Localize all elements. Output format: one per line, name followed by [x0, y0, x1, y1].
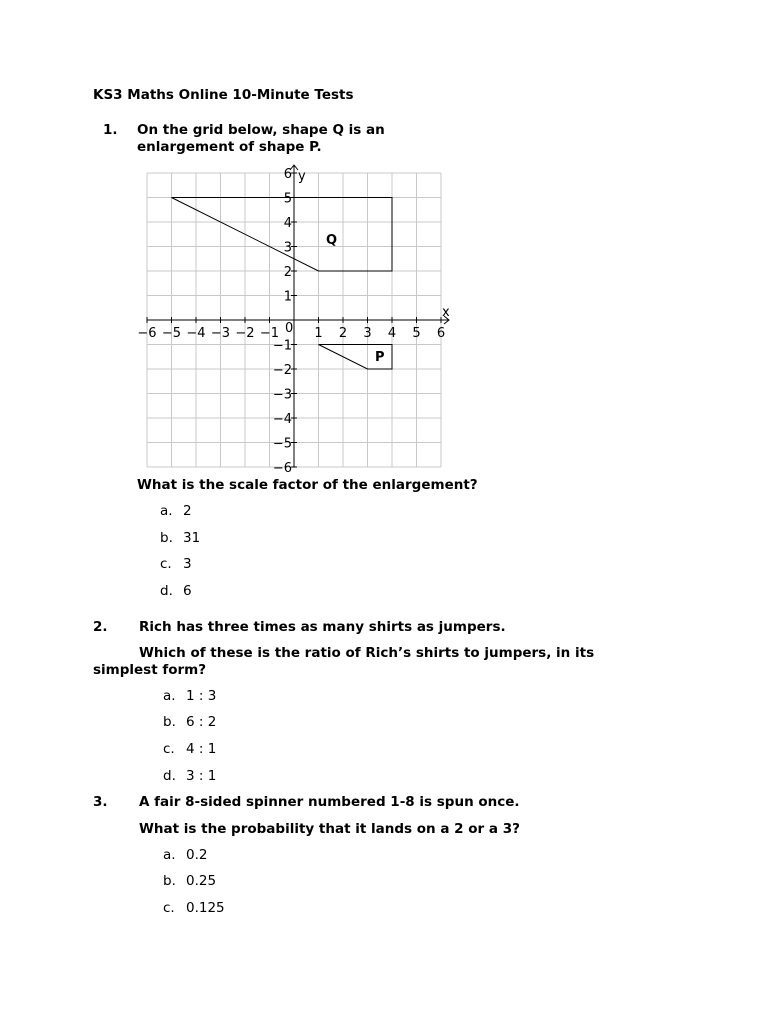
- q3-option-a[interactable]: [163, 847, 207, 863]
- q2-option-b[interactable]: [163, 714, 216, 730]
- x-axis-label: x: [442, 305, 450, 320]
- x-tick-label: 3: [363, 326, 372, 341]
- q3-option-b[interactable]: [163, 873, 216, 889]
- x-tick-label: −2: [235, 326, 255, 341]
- x-tick-label: −3: [210, 326, 231, 341]
- x-tick-label: −1: [259, 326, 280, 341]
- y-tick-label: 2: [283, 265, 292, 280]
- x-tick-label: −5: [161, 326, 182, 341]
- x-tick-label: 1: [314, 326, 323, 341]
- option-letter: b.: [163, 714, 176, 730]
- option-text: 0.25: [186, 873, 217, 889]
- option-text: 0.125: [186, 900, 225, 916]
- coordinate-grid: [134, 167, 454, 476]
- option-text: 6: [183, 583, 192, 599]
- q1-option-d[interactable]: [160, 583, 192, 599]
- q2-number: 2.: [93, 619, 108, 635]
- q1-text-line1: On the grid below, shape Q is an: [137, 122, 385, 138]
- option-text: 3: [183, 556, 192, 572]
- y-tick-label: 4: [283, 216, 292, 231]
- option-text: 31: [183, 530, 201, 546]
- q2-text-line1: Rich has three times as many shirts as jumpers.: [139, 619, 506, 635]
- shape-p-label: P: [375, 350, 385, 365]
- q2-text-line2: Which of these is the ratio of Rich’s shirts to jumpers, in its: [139, 645, 595, 661]
- option-letter: c.: [163, 741, 175, 757]
- x-tick-label: −4: [186, 326, 206, 341]
- x-tick-label: 5: [412, 326, 421, 341]
- grid-axes: [147, 165, 449, 467]
- option-text: 1 : 3: [186, 688, 217, 704]
- q2-option-a[interactable]: [163, 688, 216, 704]
- option-text: 3 : 1: [186, 768, 217, 784]
- x-tick-label: 4: [387, 326, 397, 341]
- y-tick-label: −6: [272, 461, 292, 476]
- q3-text-line1: A fair 8-sided spinner numbered 1-8 is spun once.: [139, 794, 520, 810]
- y-tick-label: 3: [283, 240, 292, 256]
- q1-question: What is the scale factor of the enlargement?: [137, 477, 478, 493]
- q1-number: 1.: [103, 122, 118, 138]
- y-tick-label: −5: [272, 436, 292, 452]
- option-text: 2: [183, 503, 192, 519]
- option-letter: b.: [163, 873, 176, 889]
- y-tick-label: 6: [283, 167, 292, 182]
- y-tick-label: 1: [283, 289, 292, 305]
- y-tick-label: 5: [283, 191, 292, 207]
- y-tick-label: −2: [272, 363, 292, 378]
- shape-q: [172, 198, 393, 272]
- q3-option-c[interactable]: [163, 900, 225, 916]
- option-letter: c.: [160, 556, 172, 572]
- option-letter: a.: [160, 503, 173, 519]
- y-tick-label: −4: [272, 412, 292, 427]
- option-text: 0.2: [186, 847, 208, 863]
- y-axis-label: y: [298, 169, 306, 184]
- origin-label: 0: [285, 321, 294, 336]
- q1-text-line2: enlargement of shape P.: [137, 139, 322, 155]
- q2-option-d[interactable]: [163, 768, 216, 784]
- q3-number: 3.: [93, 794, 108, 810]
- q3-text-line2: What is the probability that it lands on a 2 or a 3?: [139, 821, 520, 837]
- y-tick-label: −3: [272, 387, 292, 403]
- option-letter: c.: [163, 900, 175, 916]
- option-letter: a.: [163, 688, 176, 704]
- q2-text-line3: simplest form?: [93, 662, 207, 678]
- q1-option-a[interactable]: [160, 503, 192, 519]
- q1-option-b[interactable]: [160, 530, 200, 546]
- shape-q-label: Q: [326, 233, 338, 248]
- option-text: 4 : 1: [186, 741, 217, 757]
- x-tick-label: −6: [137, 326, 157, 341]
- page-title: KS3 Maths Online 10-Minute Tests: [93, 87, 354, 103]
- q2-option-c[interactable]: [163, 741, 216, 757]
- option-text: 6 : 2: [186, 714, 217, 730]
- y-tick-label: −1: [272, 338, 292, 354]
- option-letter: a.: [163, 847, 176, 863]
- option-letter: d.: [160, 583, 173, 599]
- x-tick-label: 2: [338, 326, 348, 341]
- option-letter: b.: [160, 530, 173, 546]
- x-tick-label: 6: [436, 326, 446, 341]
- q1-option-c[interactable]: [160, 556, 192, 572]
- option-letter: d.: [163, 768, 176, 784]
